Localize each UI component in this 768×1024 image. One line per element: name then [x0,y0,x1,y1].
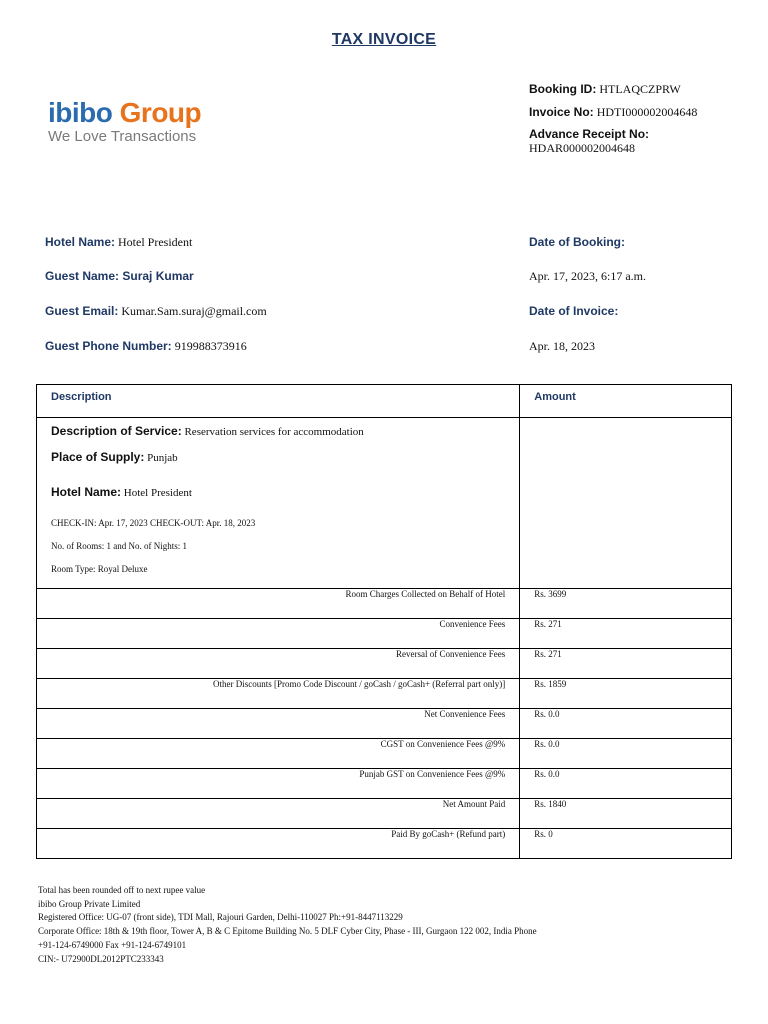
table-row: CGST on Convenience Fees @9% Rs. 0.0 [37,739,732,769]
registered-office: Registered Office: UG-07 (front side), TDI Mall, Rajouri Garden, Delhi-110027 Ph:+91-8447113229 [38,912,403,923]
table-row: Punjab GST on Convenience Fees @9% Rs. 0.0 [37,769,732,799]
check-in-out: CHECK-IN: Apr. 17, 2023 CHECK-OUT: Apr. 18, 2023 [51,518,256,528]
company-logo [48,98,201,146]
logo-wordmark: ibibo Group [48,97,202,128]
company-name: ibibo Group Private Limited [38,898,141,909]
rooms-nights: No. of Rooms: 1 and No. of Nights: 1 [51,541,187,551]
room-type: Room Type: Royal Deluxe [51,564,148,574]
date-of-booking-value: Apr. 17, 2023, 6:17 a.m. [529,269,646,283]
service-description: Description of Service: Reservation services for accommodation [51,424,364,438]
booking-id: Booking ID: HTLAQCZPRW [529,82,681,96]
amount-header: Amount [534,391,576,403]
page-title: TAX INVOICE [331,31,437,48]
table-row: Convenience Fees Rs. 271 [37,619,732,649]
invoice-footer [38,884,537,966]
cin-number: CIN:- U72900DL2012PTC233343 [38,953,164,964]
table-row: Paid By goCash+ (Refund part) Rs. 0 [37,829,732,859]
date-of-invoice-value: Apr. 18, 2023 [529,339,595,353]
hotel-name-field: Hotel Name: Hotel President [45,235,193,249]
hotel-name-detail: Hotel Name: Hotel President [51,485,192,499]
phone-fax: +91-124-6749000 Fax +91-124-6749101 [38,939,187,950]
place-of-supply: Place of Supply: Punjab [51,450,178,464]
table-row: Other Discounts [Promo Code Discount / goCash / goCash+ (Referral part only)] Rs. 1859 [37,679,732,709]
date-of-invoice-label: Date of Invoice: [529,304,619,318]
description-header: Description [51,391,112,403]
table-row: Net Convenience Fees Rs. 0.0 [37,709,732,739]
invoice-table [36,384,732,859]
service-details-row [37,418,732,589]
guest-name-field: Guest Name: Suraj Kumar [45,269,194,283]
invoice-number: Invoice No: HDTI000002004648 [529,105,698,119]
guest-phone-field: Guest Phone Number: 919988373916 [45,339,247,353]
guest-email-field: Guest Email: Kumar.Sam.suraj@gmail.com [45,304,267,318]
table-row: Reversal of Convenience Fees Rs. 271 [37,649,732,679]
corporate-office: Corporate Office: 18th & 19th floor, Tower A, B & C Epitome Building No. 5 DLF Cyber City, Phase - III, Gurgaon 122 002, India Phone [38,926,537,937]
rounding-note: Total has been rounded off to next rupee value [38,885,206,895]
logo-tagline: We Love Transactions [48,128,197,145]
table-header-row [37,385,732,418]
table-row: Room Charges Collected on Behalf of Hotel Rs. 3699 [37,589,732,619]
table-row: Net Amount Paid Rs. 1840 [37,799,732,829]
advance-receipt: Advance Receipt No: HDAR000002004648 [529,127,650,155]
date-of-booking-label: Date of Booking: [529,235,625,249]
